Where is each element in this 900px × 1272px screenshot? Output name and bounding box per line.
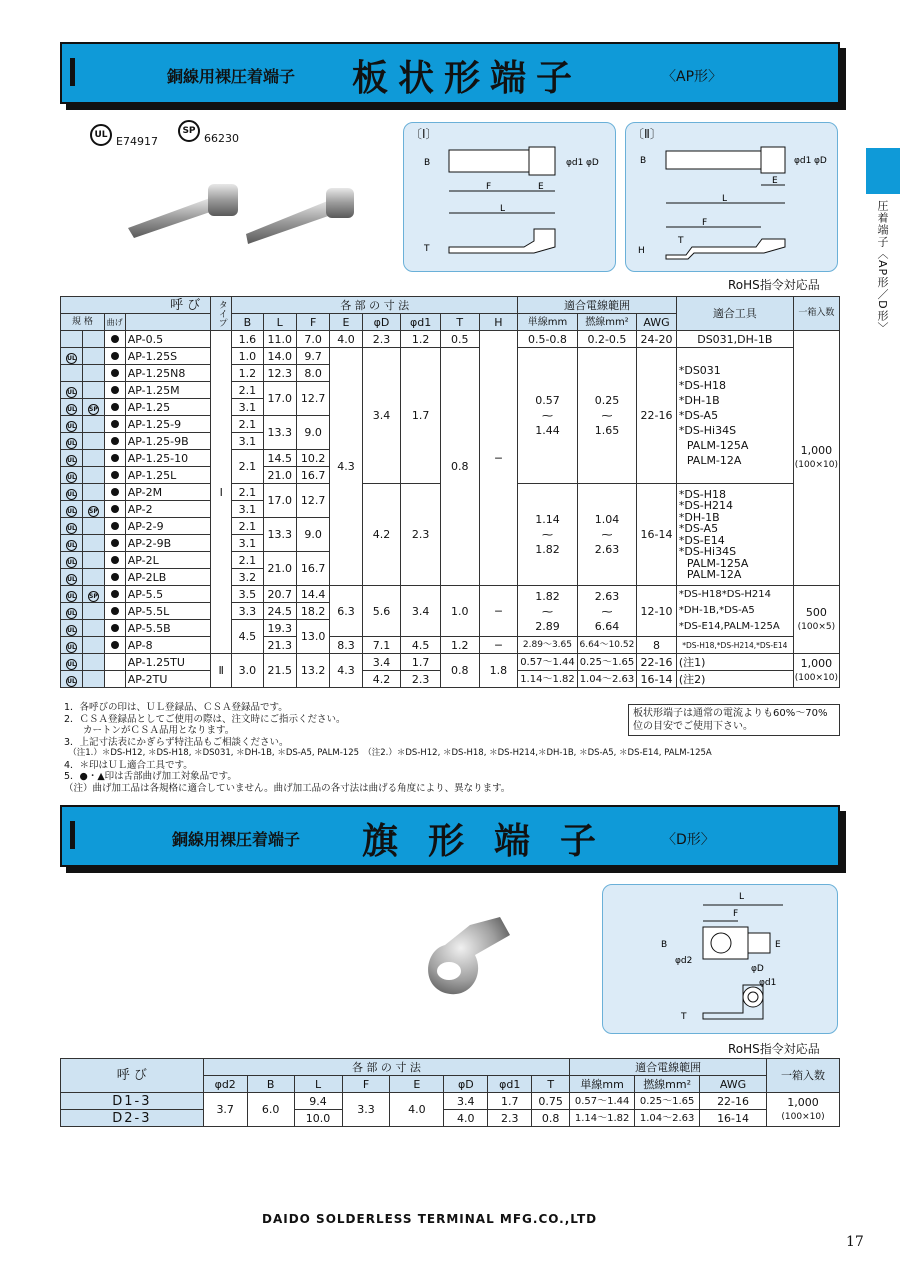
svg-text:E: E (772, 176, 778, 186)
th-col: H (479, 314, 518, 331)
cell: 7.0 (296, 331, 329, 348)
svg-text:L: L (500, 204, 506, 214)
table-row: UL AP-5.5B 4.5 19.3 13.0 (61, 620, 840, 637)
svg-text:φd1: φd1 (759, 978, 777, 988)
diagram-d-type (602, 884, 838, 1034)
type-cell: Ⅰ (211, 331, 232, 654)
th-col: L (263, 314, 296, 331)
th-col: AWG (637, 314, 677, 331)
notes1: 1．各呼びの印は、ＵＬ登録品、ＣＳＡ登録品です。 2．ＣＳＡ登録品としてご使用の際は、注文時にご指示ください。 カートンがＣＳＡ品用となります。 3．上記寸法表にかぎらず特注品もご相談ください。 （注1.）＊DS-H12, ＊DS-H18, ＊DS031, ＊DH-1B, ＊DS-A5, PALM-125 （注2.）＊DS-H12, ＊DS-H18, ＊DS-H214,＊DH-1B, ＊DS-A5, ＊DS-E14, PALM-125A 4．＊印はＵＬ適合工具です。 5．●・▲印は舌部曲げ加工対象品です。 （注）曲げ加工品は各規格に適合していません。曲げ加工品の各寸法は曲げる角度により、異なります。 (64, 702, 712, 794)
table-row: UL AP-1.25-10 2.1 14.5 10.2 (61, 450, 840, 467)
terminal-photo (120, 170, 380, 250)
rohs-label-2: RoHS指令対応品 (728, 1042, 820, 1056)
d-spec-table: 呼 び 各 部 の 寸 法 適合電線範囲 一箱入数 φd2 B L F E φD φd1 T 単線mm 撚線mm² AWG D1-3 3.7 6.0 9.4 3.3 4.0 3.4 1.7 0.75 0.57～1.44 0.25～1.65 22-16 1,000 (100×10) D2-3 10.0 4.0 2.3 0.8 1.14～1.82 1.04～2.63 16-14 (60, 1058, 840, 1127)
table-row: D2-3 10.0 4.0 2.3 0.8 1.14～1.82 1.04～2.63 16-14 (61, 1110, 840, 1127)
th2-wire: 適合電線範囲 (570, 1059, 767, 1076)
table-row: UL AP-1.25S 1.0 14.0 9.7 4.3 3.4 1.7 0.8 0.57 ⁓ 1.44 0.25 ⁓ 1.65 22-16 *DS031 *DS-H18 *DH-1B *DS-A5 *DS-Hi34S PALM-125A PALM-12A (61, 348, 840, 365)
page-number: 17 (846, 1234, 864, 1250)
ul-logo-icon: UL (90, 124, 112, 146)
svg-text:φD: φD (586, 158, 599, 168)
section2-title: 旗形端子 (362, 821, 627, 862)
table-row: UL AP-1.25M 2.1 17.0 12.7 (61, 382, 840, 399)
ap-spec-table (60, 296, 840, 688)
section2-prefix: 銅線用裸圧着端子 (172, 830, 301, 849)
row-name: AP-1.25S (125, 348, 211, 365)
th-col: B (232, 314, 263, 331)
th-dims: 各 部 の 寸 法 (232, 297, 518, 314)
svg-text:T: T (681, 1012, 687, 1022)
side-tab (866, 148, 900, 194)
svg-text:φD: φD (751, 964, 764, 974)
cell: 4.0 (330, 331, 362, 348)
cell: 1.2 (401, 331, 441, 348)
diagram-type2-label: 〔Ⅱ〕 (632, 127, 662, 141)
cell: 1.6 (232, 331, 263, 348)
section2-suffix: 〈D形〉 (662, 832, 715, 848)
diagram-type2 (625, 122, 838, 272)
svg-text:φD: φD (814, 156, 827, 166)
table-row: UL AP-1.25L 21.0 16.7 (61, 467, 840, 484)
table-row: AP-0.5 Ⅰ 1.6 11.0 7.0 4.0 2.3 1.2 0.5 ─ 0.5-0.8 0.2-0.5 24-20 DS031,DH-1B 1,000 (100×10) (61, 331, 840, 348)
th-col: 撚線mm² (577, 314, 637, 331)
table-row: UL AP-1.25TU Ⅱ 3.0 21.5 13.2 4.3 3.4 1.7 0.8 1.8 0.57～1.44 0.25～1.65 22-16 (注1) 1,000 (100×10) (61, 654, 840, 671)
table-row: UL SP AP-2 3.1 (61, 501, 840, 518)
table-row: UL AP-5.5L 3.3 24.5 18.2 (61, 603, 840, 620)
th2-box: 一箱入数 (767, 1059, 840, 1093)
th-wire: 適合電線範囲 (518, 297, 677, 314)
th-col: T (440, 314, 479, 331)
table-row: UL AP-2LB 3.2 (61, 569, 840, 586)
rohs-label: RoHS指令対応品 (728, 278, 820, 292)
svg-text:B: B (424, 158, 431, 168)
svg-text:H: H (638, 246, 645, 256)
svg-text:L: L (739, 892, 745, 902)
table-row: UL AP-2M 2.1 17.0 12.7 4.2 2.3 1.14 ⁓ 1.82 1.04 ⁓ 2.63 16-14 *DS-H18 *DS-H214 *DH-1B *DS-A5 *DS-E14 *DS-Hi34S PALM-125A PALM-12A (61, 484, 840, 501)
svg-text:E: E (775, 940, 781, 950)
bend-dot-icon (111, 335, 119, 343)
csa-logo-icon: SP (178, 120, 200, 142)
flag-terminal-photo (415, 905, 525, 1005)
svg-text:φd1: φd1 (794, 156, 812, 166)
section1-prefix: 銅線用裸圧着端子 (167, 67, 296, 86)
table-row: UL AP-1.25-9 2.1 13.3 9.0 (61, 416, 840, 433)
svg-text:φd1: φd1 (566, 158, 584, 168)
svg-text:E: E (538, 182, 544, 192)
cell: 2.3 (362, 331, 401, 348)
section2-banner (60, 805, 840, 867)
svg-text:T: T (424, 244, 430, 254)
section1-banner (60, 42, 840, 104)
cell: ─ (479, 331, 518, 586)
table-row: AP-1.25N8 1.2 12.3 8.0 (61, 365, 840, 382)
company-footer: DAIDO SOLDERLESS TERMINAL MFG.CO.,LTD (262, 1212, 598, 1226)
svg-text:L: L (722, 194, 728, 204)
table-row: UL SP AP-1.25 3.1 (61, 399, 840, 416)
svg-text:φd2: φd2 (675, 956, 693, 966)
table-row: UL AP-2-9 2.1 13.3 9.0 (61, 518, 840, 535)
section1-suffix: 〈AP形〉 (662, 69, 723, 85)
row-name: AP-0.5 (125, 331, 211, 348)
th-col: F (296, 314, 329, 331)
diagram-type1 (403, 122, 616, 272)
table-row: UL AP-1.25-9B 3.1 (61, 433, 840, 450)
csa-number: 66230 (204, 132, 239, 145)
th-type: タイプ (211, 297, 232, 331)
table-row: UL AP-2L 2.1 21.0 16.7 (61, 552, 840, 569)
svg-text:F: F (486, 182, 492, 192)
cell: 11.0 (263, 331, 296, 348)
table-row: UL AP-8 21.3 8.3 7.1 4.5 1.2 ─ 2.89～3.65 6.64～10.52 8 *DS-H18,*DS-H214,*DS-E14 (61, 637, 840, 654)
section1-title: 板状形端子 (352, 58, 583, 99)
cell: DS031,DH-1B (676, 331, 793, 348)
cell: 0.5 (440, 331, 479, 348)
th-col: φd1 (401, 314, 441, 331)
svg-text:F: F (733, 909, 739, 919)
current-warning: 板状形端子は通常の電流よりも60%～70% 位の目安でご使用下さい。 (628, 704, 840, 736)
th-bend: 曲げ (104, 314, 125, 331)
box-500: 500 (100×5) (793, 586, 839, 654)
th-spec: 規 格 (61, 314, 105, 331)
table-row: D1-3 3.7 6.0 9.4 3.3 4.0 3.4 1.7 0.75 0.57～1.44 0.25～1.65 22-16 1,000 (100×10) (61, 1093, 840, 1110)
table-row: UL SP AP-5.5 3.5 20.7 14.4 6.3 5.6 3.4 1.0 ─ 1.82 ⁓ 2.89 2.63 ⁓ 6.64 12-10 *DS-H18*DS-H214 *DH-1B,*DS-A5 *DS-E14,PALM-125A 500 (100×5) (61, 586, 840, 603)
th2-dims: 各 部 の 寸 法 (203, 1059, 569, 1076)
th-tool: 適合工具 (676, 297, 793, 331)
th-col: 単線mm (518, 314, 578, 331)
side-tab-label: 圧着端子〈AP形／D形〉 (876, 200, 889, 334)
th-box: 一箱入数 (793, 297, 839, 331)
th-col: φD (362, 314, 401, 331)
th-name: 呼 び (61, 297, 211, 314)
svg-text:T: T (678, 236, 684, 246)
diagram-type1-label: 〔Ⅰ〕 (410, 127, 438, 141)
table-row: UL AP-2-9B 3.1 (61, 535, 840, 552)
ul-number: E74917 (116, 135, 158, 148)
svg-text:F: F (702, 218, 708, 228)
th-col: E (330, 314, 362, 331)
svg-text:B: B (640, 156, 647, 166)
th2-name: 呼 び (61, 1059, 204, 1093)
table-row: UL AP-2TU 4.2 2.3 1.14～1.82 1.04～2.63 16-14 (注2) (61, 671, 840, 688)
svg-text:B: B (661, 940, 668, 950)
box-1000: 1,000 (100×10) (793, 331, 839, 586)
